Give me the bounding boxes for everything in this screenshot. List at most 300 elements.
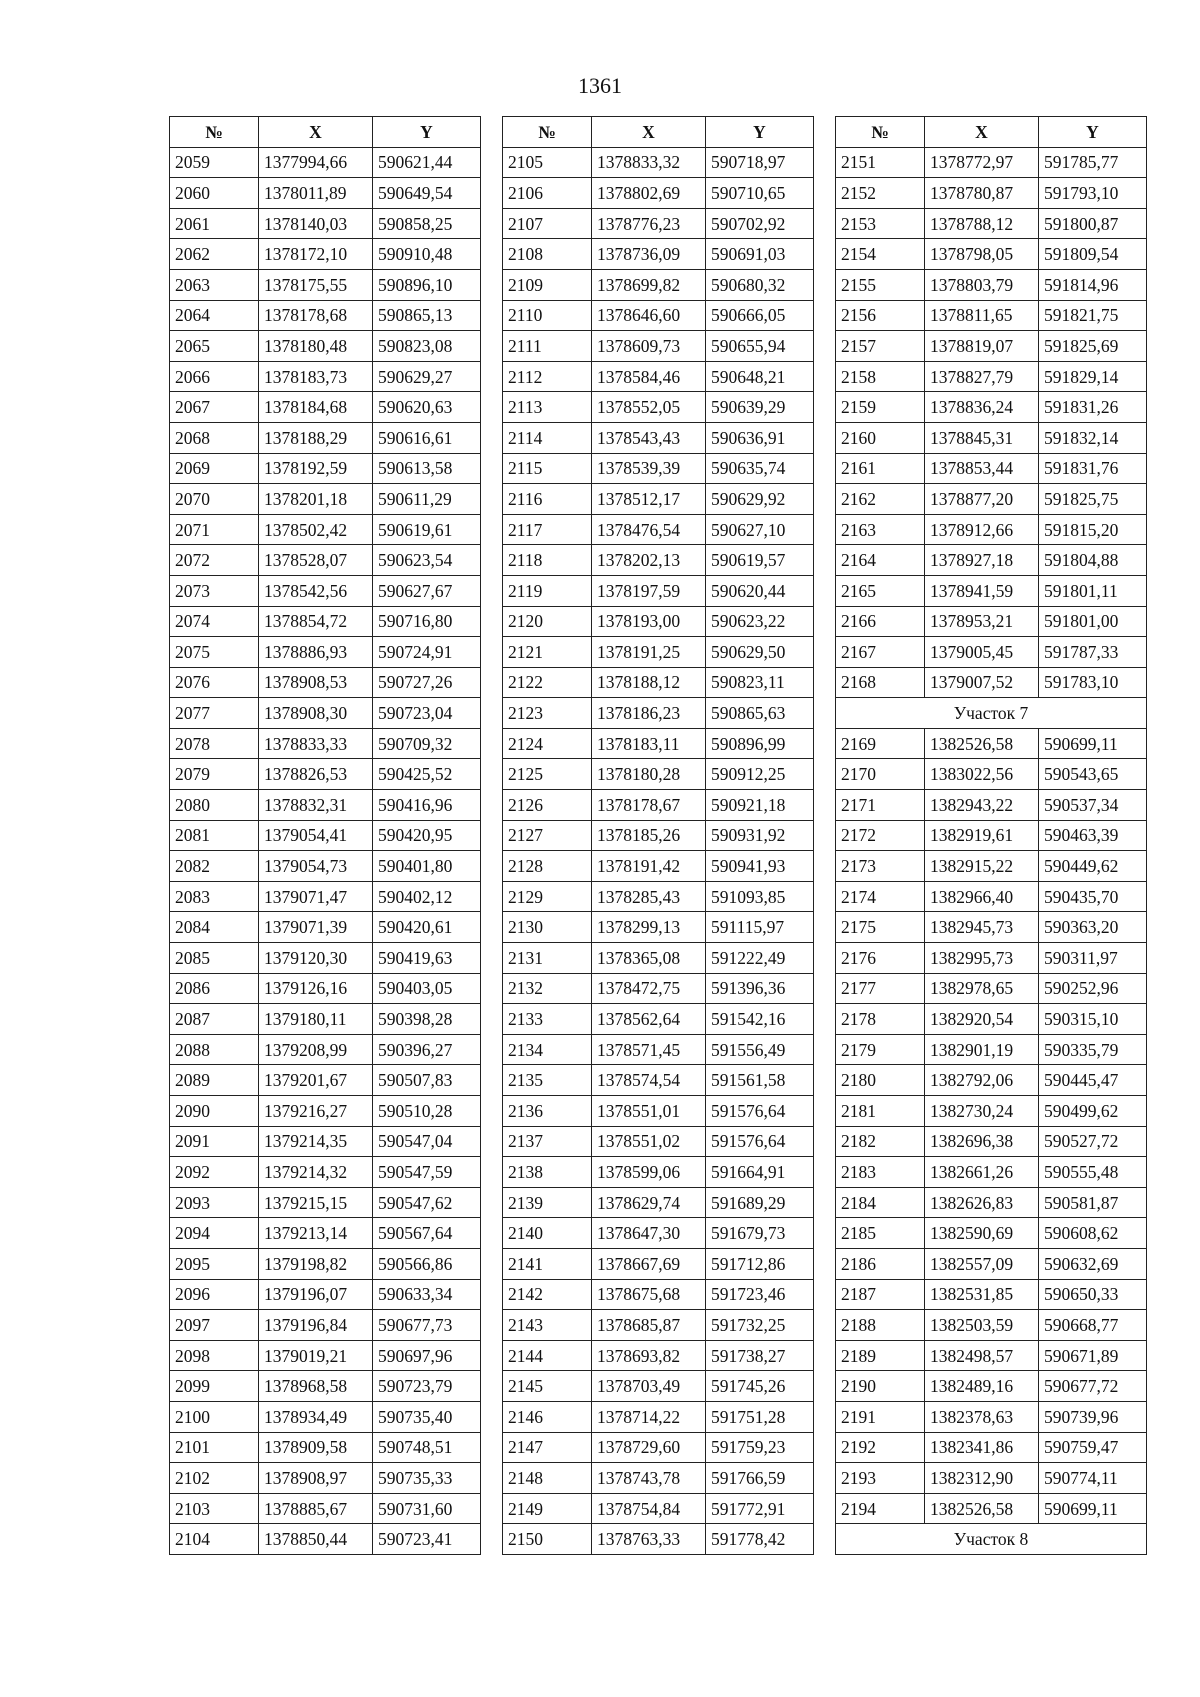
x-coordinate-cell: 1378183,11 xyxy=(592,728,706,759)
point-number-cell: 2171 xyxy=(836,790,925,821)
y-coordinate-cell: 590671,89 xyxy=(1039,1340,1147,1371)
x-coordinate-cell: 1378699,82 xyxy=(592,269,706,300)
coordinates-table-1 xyxy=(169,116,481,1555)
y-coordinate-cell: 590416,96 xyxy=(373,790,481,821)
y-coordinate-cell: 590633,34 xyxy=(373,1279,481,1310)
point-number-cell: 2187 xyxy=(836,1279,925,1310)
point-number-cell: 2145 xyxy=(503,1371,592,1402)
point-number-cell: 2124 xyxy=(503,728,592,759)
table-row xyxy=(836,575,1147,606)
table-row xyxy=(503,1401,814,1432)
x-coordinate-cell: 1378693,82 xyxy=(592,1340,706,1371)
table-row xyxy=(836,178,1147,209)
y-coordinate-cell: 591732,25 xyxy=(706,1310,814,1341)
table-row xyxy=(503,820,814,851)
y-coordinate-cell: 591804,88 xyxy=(1039,545,1147,576)
table-row xyxy=(503,1065,814,1096)
table-row xyxy=(503,881,814,912)
point-number-cell: 2172 xyxy=(836,820,925,851)
table-row xyxy=(170,1065,481,1096)
y-coordinate-cell: 590636,91 xyxy=(706,422,814,453)
x-coordinate-cell: 1382919,61 xyxy=(925,820,1039,851)
table-row xyxy=(170,514,481,545)
y-coordinate-cell: 590702,92 xyxy=(706,208,814,239)
point-number-cell: 2188 xyxy=(836,1310,925,1341)
point-number-cell: 2081 xyxy=(170,820,259,851)
table-row xyxy=(503,1340,814,1371)
x-coordinate-cell: 1378854,72 xyxy=(259,606,373,637)
y-coordinate-cell: 590420,95 xyxy=(373,820,481,851)
x-coordinate-cell: 1379215,15 xyxy=(259,1187,373,1218)
point-number-cell: 2160 xyxy=(836,422,925,453)
x-coordinate-cell: 1378772,97 xyxy=(925,147,1039,178)
point-number-cell: 2089 xyxy=(170,1065,259,1096)
x-coordinate-cell: 1378609,73 xyxy=(592,331,706,362)
point-number-cell: 2183 xyxy=(836,1157,925,1188)
y-coordinate-cell: 590774,11 xyxy=(1039,1463,1147,1494)
x-coordinate-cell: 1382526,58 xyxy=(925,1493,1039,1524)
table-row xyxy=(503,300,814,331)
x-coordinate-cell: 1378188,29 xyxy=(259,422,373,453)
table-row xyxy=(503,392,814,423)
point-number-cell: 2144 xyxy=(503,1340,592,1371)
table-row xyxy=(836,759,1147,790)
table-row xyxy=(503,1493,814,1524)
x-coordinate-cell: 1382312,90 xyxy=(925,1463,1039,1494)
point-number-cell: 2131 xyxy=(503,943,592,974)
table-row xyxy=(836,1340,1147,1371)
y-coordinate-cell: 590635,74 xyxy=(706,453,814,484)
point-number-cell: 2130 xyxy=(503,912,592,943)
point-number-cell: 2147 xyxy=(503,1432,592,1463)
x-coordinate-cell: 1378562,64 xyxy=(592,1004,706,1035)
y-coordinate-cell: 591829,14 xyxy=(1039,361,1147,392)
y-coordinate-cell: 590627,67 xyxy=(373,575,481,606)
x-coordinate-cell: 1379214,32 xyxy=(259,1157,373,1188)
point-number-cell: 2119 xyxy=(503,575,592,606)
table-row xyxy=(170,484,481,515)
table-row xyxy=(503,1371,814,1402)
point-number-cell: 2068 xyxy=(170,422,259,453)
y-coordinate-cell: 591814,96 xyxy=(1039,269,1147,300)
column-header-x: X xyxy=(925,117,1039,148)
x-coordinate-cell: 1378584,46 xyxy=(592,361,706,392)
y-coordinate-cell: 590613,58 xyxy=(373,453,481,484)
x-coordinate-cell: 1382489,16 xyxy=(925,1371,1039,1402)
x-coordinate-cell: 1379019,21 xyxy=(259,1340,373,1371)
table-row xyxy=(836,1279,1147,1310)
table-row xyxy=(503,1248,814,1279)
x-coordinate-cell: 1378833,32 xyxy=(592,147,706,178)
x-coordinate-cell: 1382943,22 xyxy=(925,790,1039,821)
table-row xyxy=(503,514,814,545)
table-row xyxy=(170,1248,481,1279)
point-number-cell: 2164 xyxy=(836,545,925,576)
x-coordinate-cell: 1378845,31 xyxy=(925,422,1039,453)
point-number-cell: 2148 xyxy=(503,1463,592,1494)
point-number-cell: 2083 xyxy=(170,881,259,912)
table-row xyxy=(836,514,1147,545)
y-coordinate-cell: 590445,47 xyxy=(1039,1065,1147,1096)
y-coordinate-cell: 591576,64 xyxy=(706,1126,814,1157)
table-row xyxy=(170,1340,481,1371)
x-coordinate-cell: 1379196,84 xyxy=(259,1310,373,1341)
table-row xyxy=(503,912,814,943)
x-coordinate-cell: 1382995,73 xyxy=(925,943,1039,974)
x-coordinate-cell: 1378201,18 xyxy=(259,484,373,515)
y-coordinate-cell: 590527,72 xyxy=(1039,1126,1147,1157)
y-coordinate-cell: 590858,25 xyxy=(373,208,481,239)
point-number-cell: 2086 xyxy=(170,973,259,1004)
x-coordinate-cell: 1382498,57 xyxy=(925,1340,1039,1371)
point-number-cell: 2067 xyxy=(170,392,259,423)
point-number-cell: 2084 xyxy=(170,912,259,943)
x-coordinate-cell: 1378202,13 xyxy=(592,545,706,576)
column-header-number: № xyxy=(503,117,592,148)
y-coordinate-cell: 590419,63 xyxy=(373,943,481,974)
table-row xyxy=(170,1463,481,1494)
y-coordinate-cell: 591801,00 xyxy=(1039,606,1147,637)
x-coordinate-cell: 1379213,14 xyxy=(259,1218,373,1249)
point-number-cell: 2073 xyxy=(170,575,259,606)
x-coordinate-cell: 1378953,21 xyxy=(925,606,1039,637)
y-coordinate-cell: 590650,33 xyxy=(1039,1279,1147,1310)
y-coordinate-cell: 590739,96 xyxy=(1039,1401,1147,1432)
point-number-cell: 2122 xyxy=(503,667,592,698)
x-coordinate-cell: 1382378,63 xyxy=(925,1401,1039,1432)
y-coordinate-cell: 591556,49 xyxy=(706,1034,814,1065)
point-number-cell: 2134 xyxy=(503,1034,592,1065)
y-coordinate-cell: 590748,51 xyxy=(373,1432,481,1463)
y-coordinate-cell: 590709,32 xyxy=(373,728,481,759)
x-coordinate-cell: 1378877,20 xyxy=(925,484,1039,515)
x-coordinate-cell: 1378172,10 xyxy=(259,239,373,270)
point-number-cell: 2066 xyxy=(170,361,259,392)
x-coordinate-cell: 1378543,43 xyxy=(592,422,706,453)
table-row xyxy=(503,331,814,362)
table-row xyxy=(170,1157,481,1188)
table-row xyxy=(170,1034,481,1065)
point-number-cell: 2156 xyxy=(836,300,925,331)
point-number-cell: 2184 xyxy=(836,1187,925,1218)
y-coordinate-cell: 591745,26 xyxy=(706,1371,814,1402)
point-number-cell: 2103 xyxy=(170,1493,259,1524)
y-coordinate-cell: 590931,92 xyxy=(706,820,814,851)
x-coordinate-cell: 1378140,03 xyxy=(259,208,373,239)
y-coordinate-cell: 590699,11 xyxy=(1039,728,1147,759)
table-row xyxy=(836,1126,1147,1157)
point-number-cell: 2174 xyxy=(836,881,925,912)
x-coordinate-cell: 1382531,85 xyxy=(925,1279,1039,1310)
point-number-cell: 2116 xyxy=(503,484,592,515)
y-coordinate-cell: 590727,26 xyxy=(373,667,481,698)
table-row xyxy=(503,698,814,729)
x-coordinate-cell: 1378476,54 xyxy=(592,514,706,545)
point-number-cell: 2165 xyxy=(836,575,925,606)
y-coordinate-cell: 590581,87 xyxy=(1039,1187,1147,1218)
point-number-cell: 2142 xyxy=(503,1279,592,1310)
x-coordinate-cell: 1382966,40 xyxy=(925,881,1039,912)
table-row xyxy=(170,239,481,270)
y-coordinate-cell: 590252,96 xyxy=(1039,973,1147,1004)
table-row xyxy=(170,1371,481,1402)
y-coordinate-cell: 590547,04 xyxy=(373,1126,481,1157)
table-row xyxy=(170,1096,481,1127)
x-coordinate-cell: 1378191,25 xyxy=(592,637,706,668)
point-number-cell: 2105 xyxy=(503,147,592,178)
y-coordinate-cell: 590616,61 xyxy=(373,422,481,453)
y-coordinate-cell: 590547,62 xyxy=(373,1187,481,1218)
y-coordinate-cell: 590620,44 xyxy=(706,575,814,606)
point-number-cell: 2192 xyxy=(836,1432,925,1463)
x-coordinate-cell: 1378803,79 xyxy=(925,269,1039,300)
point-number-cell: 2094 xyxy=(170,1218,259,1249)
x-coordinate-cell: 1378908,97 xyxy=(259,1463,373,1494)
point-number-cell: 2108 xyxy=(503,239,592,270)
point-number-cell: 2177 xyxy=(836,973,925,1004)
x-coordinate-cell: 1378968,58 xyxy=(259,1371,373,1402)
x-coordinate-cell: 1378776,23 xyxy=(592,208,706,239)
y-coordinate-cell: 590896,99 xyxy=(706,728,814,759)
y-coordinate-cell: 590666,05 xyxy=(706,300,814,331)
x-coordinate-cell: 1378833,33 xyxy=(259,728,373,759)
y-coordinate-cell: 590629,27 xyxy=(373,361,481,392)
point-number-cell: 2191 xyxy=(836,1401,925,1432)
x-coordinate-cell: 1378832,31 xyxy=(259,790,373,821)
y-coordinate-cell: 590668,77 xyxy=(1039,1310,1147,1341)
point-number-cell: 2101 xyxy=(170,1432,259,1463)
y-coordinate-cell: 591093,85 xyxy=(706,881,814,912)
point-number-cell: 2173 xyxy=(836,851,925,882)
table-row xyxy=(836,484,1147,515)
point-number-cell: 2069 xyxy=(170,453,259,484)
x-coordinate-cell: 1379071,39 xyxy=(259,912,373,943)
table-row xyxy=(503,147,814,178)
table-row xyxy=(503,1279,814,1310)
point-number-cell: 2159 xyxy=(836,392,925,423)
y-coordinate-cell: 590710,65 xyxy=(706,178,814,209)
y-coordinate-cell: 590499,62 xyxy=(1039,1096,1147,1127)
table-row xyxy=(170,147,481,178)
x-coordinate-cell: 1378180,48 xyxy=(259,331,373,362)
point-number-cell: 2133 xyxy=(503,1004,592,1035)
x-coordinate-cell: 1379120,30 xyxy=(259,943,373,974)
x-coordinate-cell: 1383022,56 xyxy=(925,759,1039,790)
x-coordinate-cell: 1378819,07 xyxy=(925,331,1039,362)
table-row xyxy=(503,606,814,637)
table-row xyxy=(836,300,1147,331)
column-header-x: X xyxy=(259,117,373,148)
point-number-cell: 2180 xyxy=(836,1065,925,1096)
table-row xyxy=(170,1004,481,1035)
y-coordinate-cell: 590398,28 xyxy=(373,1004,481,1035)
y-coordinate-cell: 591561,58 xyxy=(706,1065,814,1096)
table-row xyxy=(170,208,481,239)
point-number-cell: 2162 xyxy=(836,484,925,515)
y-coordinate-cell: 590699,11 xyxy=(1039,1493,1147,1524)
column-header-number: № xyxy=(836,117,925,148)
table-row xyxy=(836,973,1147,1004)
y-coordinate-cell: 591723,46 xyxy=(706,1279,814,1310)
table-row xyxy=(170,759,481,790)
x-coordinate-cell: 1379180,11 xyxy=(259,1004,373,1035)
point-number-cell: 2149 xyxy=(503,1493,592,1524)
x-coordinate-cell: 1382661,26 xyxy=(925,1157,1039,1188)
y-coordinate-cell: 590731,60 xyxy=(373,1493,481,1524)
y-coordinate-cell: 590941,93 xyxy=(706,851,814,882)
point-number-cell: 2150 xyxy=(503,1524,592,1555)
table-row xyxy=(836,1371,1147,1402)
x-coordinate-cell: 1378714,22 xyxy=(592,1401,706,1432)
point-number-cell: 2143 xyxy=(503,1310,592,1341)
y-coordinate-cell: 590543,65 xyxy=(1039,759,1147,790)
y-coordinate-cell: 591800,87 xyxy=(1039,208,1147,239)
y-coordinate-cell: 590677,73 xyxy=(373,1310,481,1341)
y-coordinate-cell: 590680,32 xyxy=(706,269,814,300)
point-number-cell: 2176 xyxy=(836,943,925,974)
x-coordinate-cell: 1378285,43 xyxy=(592,881,706,912)
table-row xyxy=(170,1310,481,1341)
table-row xyxy=(836,453,1147,484)
y-coordinate-cell: 590735,40 xyxy=(373,1401,481,1432)
point-number-cell: 2060 xyxy=(170,178,259,209)
table-row xyxy=(170,881,481,912)
table-row xyxy=(503,422,814,453)
table-row xyxy=(170,545,481,576)
point-number-cell: 2078 xyxy=(170,728,259,759)
y-coordinate-cell: 590718,97 xyxy=(706,147,814,178)
point-number-cell: 2087 xyxy=(170,1004,259,1035)
x-coordinate-cell: 1379198,82 xyxy=(259,1248,373,1279)
table-row xyxy=(503,453,814,484)
point-number-cell: 2061 xyxy=(170,208,259,239)
table-row xyxy=(836,147,1147,178)
y-coordinate-cell: 590649,54 xyxy=(373,178,481,209)
table-row xyxy=(836,1034,1147,1065)
point-number-cell: 2107 xyxy=(503,208,592,239)
y-coordinate-cell: 590910,48 xyxy=(373,239,481,270)
y-coordinate-cell: 590425,52 xyxy=(373,759,481,790)
x-coordinate-cell: 1382503,59 xyxy=(925,1310,1039,1341)
point-number-cell: 2102 xyxy=(170,1463,259,1494)
y-coordinate-cell: 591679,73 xyxy=(706,1218,814,1249)
page-number: 1361 xyxy=(578,73,622,98)
point-number-cell: 2097 xyxy=(170,1310,259,1341)
point-number-cell: 2098 xyxy=(170,1340,259,1371)
y-coordinate-cell: 590627,10 xyxy=(706,514,814,545)
x-coordinate-cell: 1378599,06 xyxy=(592,1157,706,1188)
x-coordinate-cell: 1378763,33 xyxy=(592,1524,706,1555)
y-coordinate-cell: 590619,61 xyxy=(373,514,481,545)
point-number-cell: 2151 xyxy=(836,147,925,178)
x-coordinate-cell: 1382945,73 xyxy=(925,912,1039,943)
y-coordinate-cell: 590865,13 xyxy=(373,300,481,331)
point-number-cell: 2114 xyxy=(503,422,592,453)
point-number-cell: 2064 xyxy=(170,300,259,331)
section-row xyxy=(836,1524,1147,1555)
x-coordinate-cell: 1378909,58 xyxy=(259,1432,373,1463)
y-coordinate-cell: 591801,11 xyxy=(1039,575,1147,606)
table-row xyxy=(170,1279,481,1310)
table-header-row xyxy=(503,117,814,148)
y-coordinate-cell: 590823,11 xyxy=(706,667,814,698)
x-coordinate-cell: 1378011,89 xyxy=(259,178,373,209)
point-number-cell: 2072 xyxy=(170,545,259,576)
y-coordinate-cell: 590401,80 xyxy=(373,851,481,882)
y-coordinate-cell: 590896,10 xyxy=(373,269,481,300)
y-coordinate-cell: 590449,62 xyxy=(1039,851,1147,882)
point-number-cell: 2111 xyxy=(503,331,592,362)
table-row xyxy=(503,1187,814,1218)
table-row xyxy=(503,637,814,668)
point-number-cell: 2190 xyxy=(836,1371,925,1402)
table-row xyxy=(503,1432,814,1463)
y-coordinate-cell: 591825,69 xyxy=(1039,331,1147,362)
table-row xyxy=(836,881,1147,912)
x-coordinate-cell: 1378850,44 xyxy=(259,1524,373,1555)
point-number-cell: 2118 xyxy=(503,545,592,576)
point-number-cell: 2085 xyxy=(170,943,259,974)
x-coordinate-cell: 1378193,00 xyxy=(592,606,706,637)
y-coordinate-cell: 590723,41 xyxy=(373,1524,481,1555)
x-coordinate-cell: 1378188,12 xyxy=(592,667,706,698)
point-number-cell: 2127 xyxy=(503,820,592,851)
table-row xyxy=(503,851,814,882)
table-row xyxy=(836,1065,1147,1096)
point-number-cell: 2123 xyxy=(503,698,592,729)
y-coordinate-cell: 590823,08 xyxy=(373,331,481,362)
point-number-cell: 2157 xyxy=(836,331,925,362)
point-number-cell: 2091 xyxy=(170,1126,259,1157)
x-coordinate-cell: 1378934,49 xyxy=(259,1401,373,1432)
table-row xyxy=(836,1096,1147,1127)
x-coordinate-cell: 1378729,60 xyxy=(592,1432,706,1463)
table-row xyxy=(503,1034,814,1065)
table-row xyxy=(503,759,814,790)
y-coordinate-cell: 590629,92 xyxy=(706,484,814,515)
table-row xyxy=(836,361,1147,392)
y-coordinate-cell: 591831,76 xyxy=(1039,453,1147,484)
point-number-cell: 2181 xyxy=(836,1096,925,1127)
x-coordinate-cell: 1378472,75 xyxy=(592,973,706,1004)
y-coordinate-cell: 590510,28 xyxy=(373,1096,481,1127)
x-coordinate-cell: 1378180,28 xyxy=(592,759,706,790)
column-header-y: Y xyxy=(706,117,814,148)
y-coordinate-cell: 591831,26 xyxy=(1039,392,1147,423)
point-number-cell: 2146 xyxy=(503,1401,592,1432)
point-number-cell: 2194 xyxy=(836,1493,925,1524)
y-coordinate-cell: 590335,79 xyxy=(1039,1034,1147,1065)
x-coordinate-cell: 1378927,18 xyxy=(925,545,1039,576)
y-coordinate-cell: 590655,94 xyxy=(706,331,814,362)
x-coordinate-cell: 1378811,65 xyxy=(925,300,1039,331)
x-coordinate-cell: 1378685,87 xyxy=(592,1310,706,1341)
y-coordinate-cell: 591542,16 xyxy=(706,1004,814,1035)
y-coordinate-cell: 591778,42 xyxy=(706,1524,814,1555)
point-number-cell: 2128 xyxy=(503,851,592,882)
table-row xyxy=(836,1493,1147,1524)
table-row xyxy=(170,300,481,331)
table-row xyxy=(503,269,814,300)
y-coordinate-cell: 591751,28 xyxy=(706,1401,814,1432)
y-coordinate-cell: 591759,23 xyxy=(706,1432,814,1463)
table-row xyxy=(170,1401,481,1432)
point-number-cell: 2167 xyxy=(836,637,925,668)
y-coordinate-cell: 591809,54 xyxy=(1039,239,1147,270)
point-number-cell: 2115 xyxy=(503,453,592,484)
column-header-number: № xyxy=(170,117,259,148)
y-coordinate-cell: 591821,75 xyxy=(1039,300,1147,331)
